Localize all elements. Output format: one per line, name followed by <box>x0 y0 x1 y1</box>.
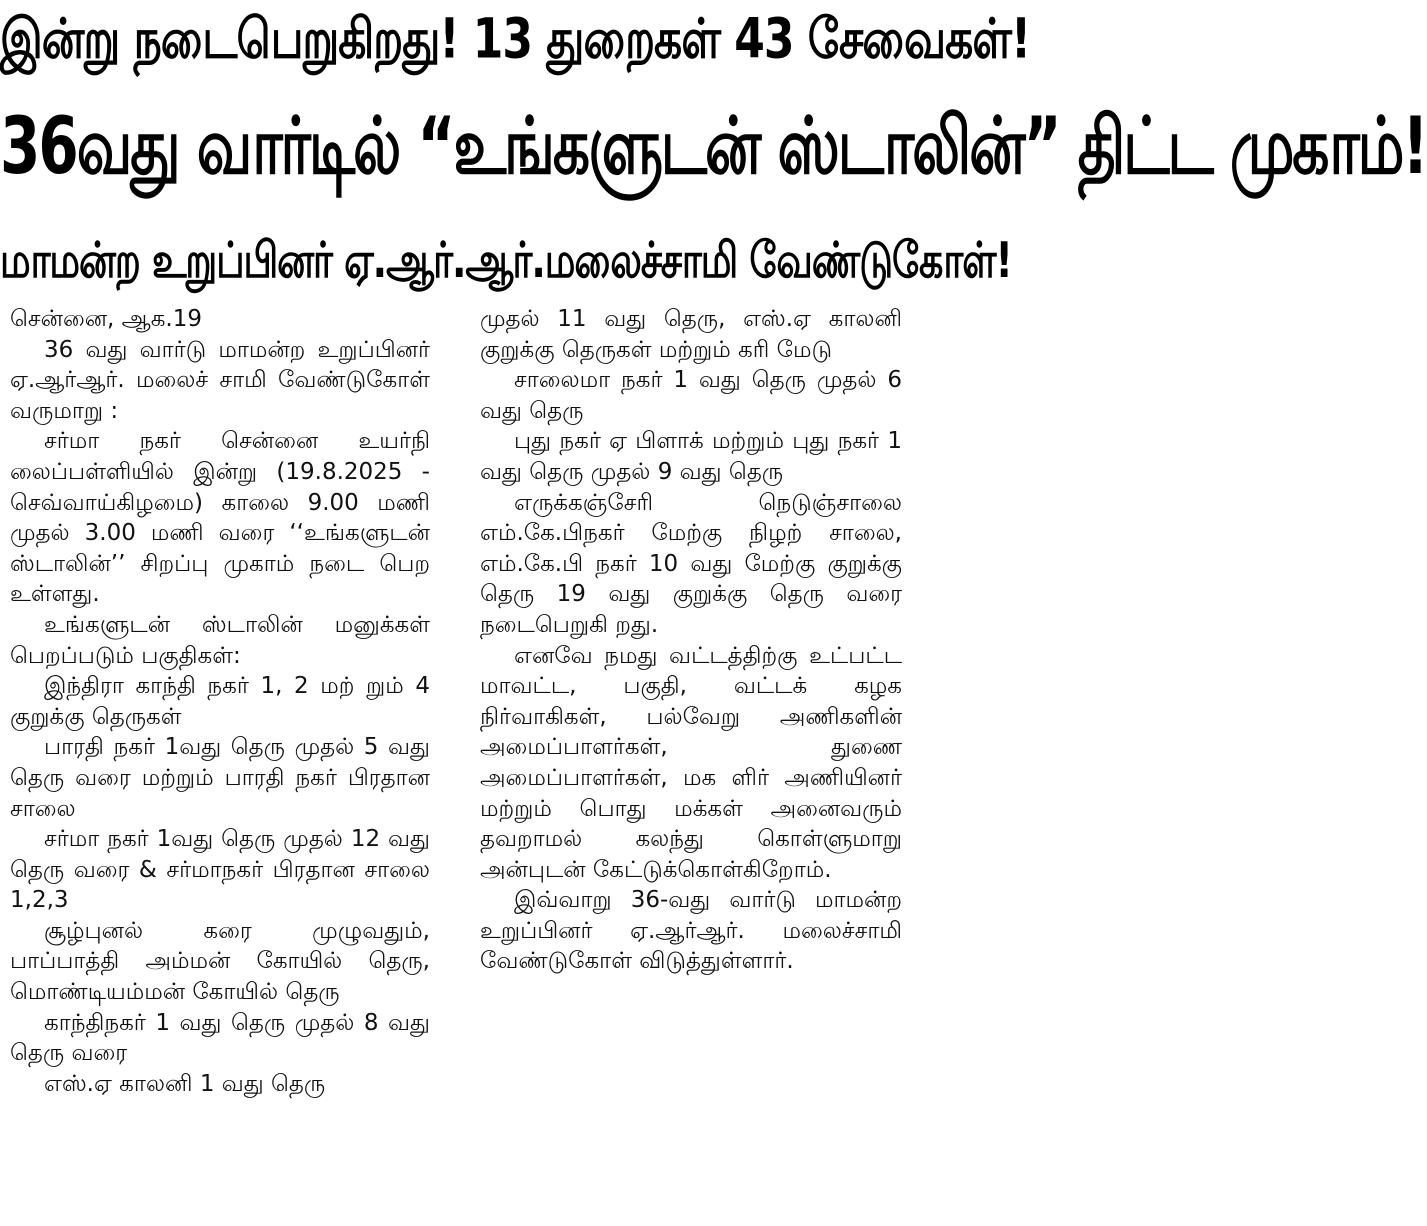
paragraph: காந்திநகர் 1 வது தெரு முதல் 8 வது தெரு வரை <box>10 1009 430 1067</box>
paragraph: உங்களுடன் ஸ்டாலின் மனுக்கள் பெறப்படும் பகுதிகள்: <box>10 611 430 669</box>
paragraph: இந்திரா காந்தி நகர் 1, 2 மற் றும் 4 குறுக்கு தெருகள் <box>10 673 430 730</box>
article-column-left <box>10 304 430 1099</box>
article-column-right <box>480 304 902 977</box>
paragraph: எருக்கஞ்சேரி நெடுஞ்சாலை எம்.கே.பிநகர் மேற்கு நிழற் சாலை, எம்.கே.பி நகர் 10 வது மேற்கு குறுக்கு தெரு 19 வது குறுக்கு தெரு வரை நடைபெறுகி றது. <box>480 489 902 638</box>
headline-sub: மாமன்ற உறுப்பினர் ஏ.ஆர்.ஆர்.மலைச்சாமி வேண்டுகோள்! <box>0 231 1012 289</box>
paragraph: எனவே நமது வட்டத்திற்கு உட்பட்ட மாவட்ட, பகுதி, வட்டக் கழக நிர்வாகிகள், பல்வேறு அணிகளின் அமைப்பாளர்கள், துணை அமைப்பாளர்கள், மக ளிர் அணியினர் மற்றும் பொது மக்கள் அனைவரும் தவறாமல் கலந்து கொள்ளுமாறு அன்புடன் கேட்டுக்கொள்கிறோம். <box>480 642 902 883</box>
headline-top: இன்று நடைபெறுகிறது! 13 துறைகள் 43 சேவைகள்! <box>0 7 1031 72</box>
dateline: சென்னை, ஆக.19 <box>10 306 203 332</box>
paragraph: சாலைமா நகர் 1 வது தெரு முதல் 6 வது தெரு <box>480 367 902 424</box>
paragraph: சூழ்புனல் கரை முழுவதும், பாப்பாத்தி அம்மன் கோயில் தெரு, மொண்டியம்மன் கோயில் தெரு <box>10 917 430 1006</box>
paragraph: புது நகர் ஏ பிளாக் மற்றும் புது நகர் 1 வது தெரு முதல் 9 வது தெரு <box>480 428 902 485</box>
paragraph: சர்மா நகர் சென்னை உயர்நி லைப்பள்ளியில் இன்று (19.8.2025 - செவ்வாய்கிழமை) காலை 9.00 மணி முதல் 3.00 மணி வரை ‘‘உங்களுடன் ஸ்டாலின்’’ சிறப்பு முகாம் நடை பெற உள்ளது. <box>10 428 430 608</box>
paragraph: சர்மா நகர் 1வது தெரு முதல் 12 வது தெரு வரை & சர்மாநகர் பிரதான சாலை 1,2,3 <box>10 826 430 914</box>
paragraph: எஸ்.ஏ காலனி 1 வது தெரு <box>44 1070 326 1097</box>
paragraph: பாரதி நகர் 1வது தெரு முதல் 5 வது தெரு வரை மற்றும் பாரதி நகர் பிரதான சாலை <box>10 734 430 822</box>
headline-main: 36வது வார்டில் “உங்களுடன் ஸ்டாலின்” திட்ட முகாம்! <box>0 100 1427 192</box>
paragraph: இவ்வாறு 36-வது வார்டு மாமன்ற உறுப்பினர் ஏ.ஆர்ஆர். மலைச்சாமி வேண்டுகோள் விடுத்துள்ளார். <box>480 887 902 975</box>
paragraph: முதல் 11 வது தெரு, எஸ்.ஏ காலனி குறுக்கு தெருகள் மற்றும் கரி மேடு <box>480 306 902 363</box>
paragraph: 36 வது வார்டு மாமன்ற உறுப்பினர் ஏ.ஆர்ஆர். மலைச் சாமி வேண்டுகோள் வருமாறு : <box>10 336 430 424</box>
